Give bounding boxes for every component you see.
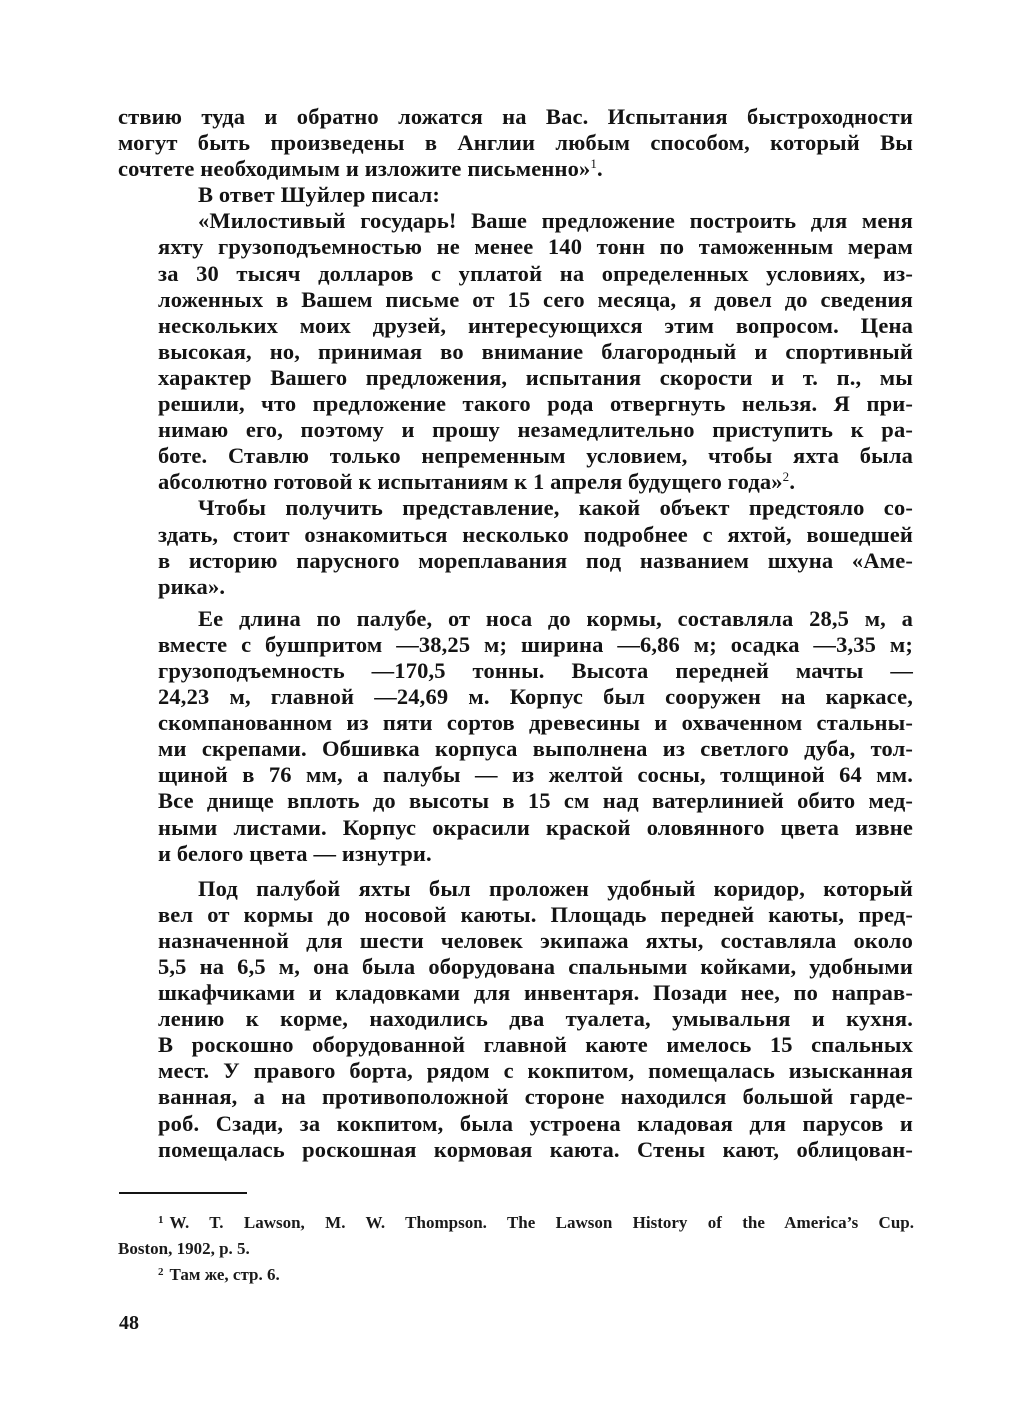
paragraph-dimensions — [118, 606, 913, 867]
text-line: шкафчиками и кладовками для инвентаря. Позади нее, по направ- — [158, 980, 913, 1006]
page-number: 48 — [119, 1312, 139, 1334]
text-line: лению к корме, находились два туалета, умывальня и кухня. — [158, 1006, 913, 1032]
text-line: ложенных в Вашем письме от 15 сего месяца, я довел до сведения — [158, 286, 913, 312]
text-line: роб. Сзади, за кокпитом, была устроена кладовая для парусов и — [158, 1110, 913, 1136]
footnote-ref-2[interactable]: 2 — [782, 469, 790, 485]
text-line: характер Вашего предложения, испытания скорости и т. п., мы — [158, 364, 913, 390]
text-line: щиной в 76 мм, а палубы — из желтой сосны, толщиной 64 мм. — [158, 762, 913, 788]
text-line: мест. У правого борта, рядом с кокпитом, помещалась изысканная — [158, 1058, 913, 1084]
paragraph-america-intro — [118, 495, 913, 599]
paragraph-interior — [118, 876, 913, 1163]
text-line: назначенной для шести человек экипажа яхты, составляла около — [158, 927, 913, 953]
text-line: Все днище вплоть до высоты в 15 см над ватерлинией обито мед- — [158, 788, 913, 814]
text-line-content: сочтете необходимым и изложите письменно» — [118, 156, 591, 182]
text-line: грузоподъемность —170,5 тонны. Высота передней мачты — — [158, 657, 913, 683]
text-line: здать, стоит ознакомиться несколько подробнее с яхтой, вошедшей — [158, 521, 913, 547]
text-line: в историю парусного мореплавания под названием шхуна «Аме- — [158, 547, 913, 573]
text-line: решили, что предложение такого рода отвергнуть нельзя. Я при- — [158, 391, 913, 417]
text-line: В ответ Шуйлер писал: — [198, 182, 441, 208]
text-line — [118, 469, 913, 495]
text-line: боте. Ставлю только непременным условием, чтобы яхта была — [158, 443, 913, 469]
footnote-text: W. T. Lawson, M. W. Thompson. The Lawson History of the America’s Cup. — [169, 1213, 914, 1232]
text-line-content: абсолютно готовой к испытаниям к 1 апреля будущего года» — [158, 469, 783, 495]
text-line: 24,23 м, главной —24,69 м. Корпус был сооружен на каркасе, — [158, 684, 913, 710]
footnote-text: Там же, стр. 6. — [169, 1265, 280, 1284]
text-line: за 30 тысяч долларов с уплатой на определенных условиях, из- — [158, 260, 913, 286]
footnote-number: 1 — [158, 1214, 164, 1226]
footnotes — [118, 1210, 914, 1288]
footnote-2 — [118, 1262, 914, 1288]
text-line: В роскошно оборудованной главной каюте имелось 15 спальных — [158, 1032, 913, 1058]
text-line: ванная, а на противоположной стороне находился большой гарде- — [158, 1084, 913, 1110]
text-line: вместе с бушпритом —38,25 м; ширина —6,86 м; осадка —3,35 м; — [158, 631, 913, 657]
text-line: нескольких моих друзей, интересующихся этим вопросом. Цена — [158, 312, 913, 338]
punctuation: . — [789, 469, 796, 495]
footnote-line — [118, 1210, 914, 1236]
paragraph-letter-end — [118, 104, 913, 182]
text-line: Чтобы получить представление, какой объект предстояло со- — [198, 495, 913, 521]
text-line: «Милостивый государь! Ваше предложение построить для меня — [198, 208, 913, 234]
text-line: ствию туда и обратно ложатся на Вас. Испытания быстроходности — [118, 104, 913, 129]
punctuation: . — [597, 156, 603, 182]
footnote-divider — [119, 1192, 247, 1194]
text-line: и белого цвета — изнутри. — [158, 840, 432, 866]
paragraph-schuyler-letter — [118, 208, 913, 495]
text-line: помещалась роскошная кормовая каюта. Стены кают, облицован- — [158, 1136, 913, 1162]
footnote-line: Boston, 1902, p. 5. — [118, 1239, 250, 1258]
footnote-ref-1[interactable]: 1 — [590, 156, 598, 172]
text-line: рика». — [158, 573, 226, 599]
text-line: скомпанованном из пяти сортов древесины и охваченном стальны- — [158, 710, 913, 736]
footnote-number: 2 — [158, 1266, 164, 1278]
paragraph-reply-intro — [118, 182, 913, 208]
text-line: Под палубой яхты был проложен удобный коридор, который — [198, 875, 913, 901]
text-line: вел от кормы до носовой каюты. Площадь передней каюты, пред- — [158, 901, 913, 927]
text-line: 5,5 на 6,5 м, она была оборудована спальными койками, удобными — [158, 954, 913, 979]
footnote-1 — [118, 1210, 914, 1262]
text-line: яхту грузоподъемностью не менее 140 тонн по таможенным мерам — [158, 234, 913, 260]
text-line — [118, 156, 913, 182]
text-line: ными листами. Корпус окрасили краской оловянного цвета извне — [158, 814, 913, 840]
text-line: высокая, но, принимая во внимание благородный и спортивный — [158, 338, 913, 364]
text-line: нимаю его, поэтому и прошу незамедлительно приступить к ра- — [158, 417, 913, 443]
text-line: Ее длина по палубе, от носа до кормы, составляла 28,5 м, а — [198, 605, 913, 631]
footnote-line — [118, 1262, 914, 1288]
text-line: ми скрепами. Обшивка корпуса выполнена из светлого дуба, тол- — [158, 736, 913, 762]
page-body — [118, 104, 913, 1163]
text-line: могут быть произведены в Англии любым способом, который Вы — [118, 130, 913, 156]
